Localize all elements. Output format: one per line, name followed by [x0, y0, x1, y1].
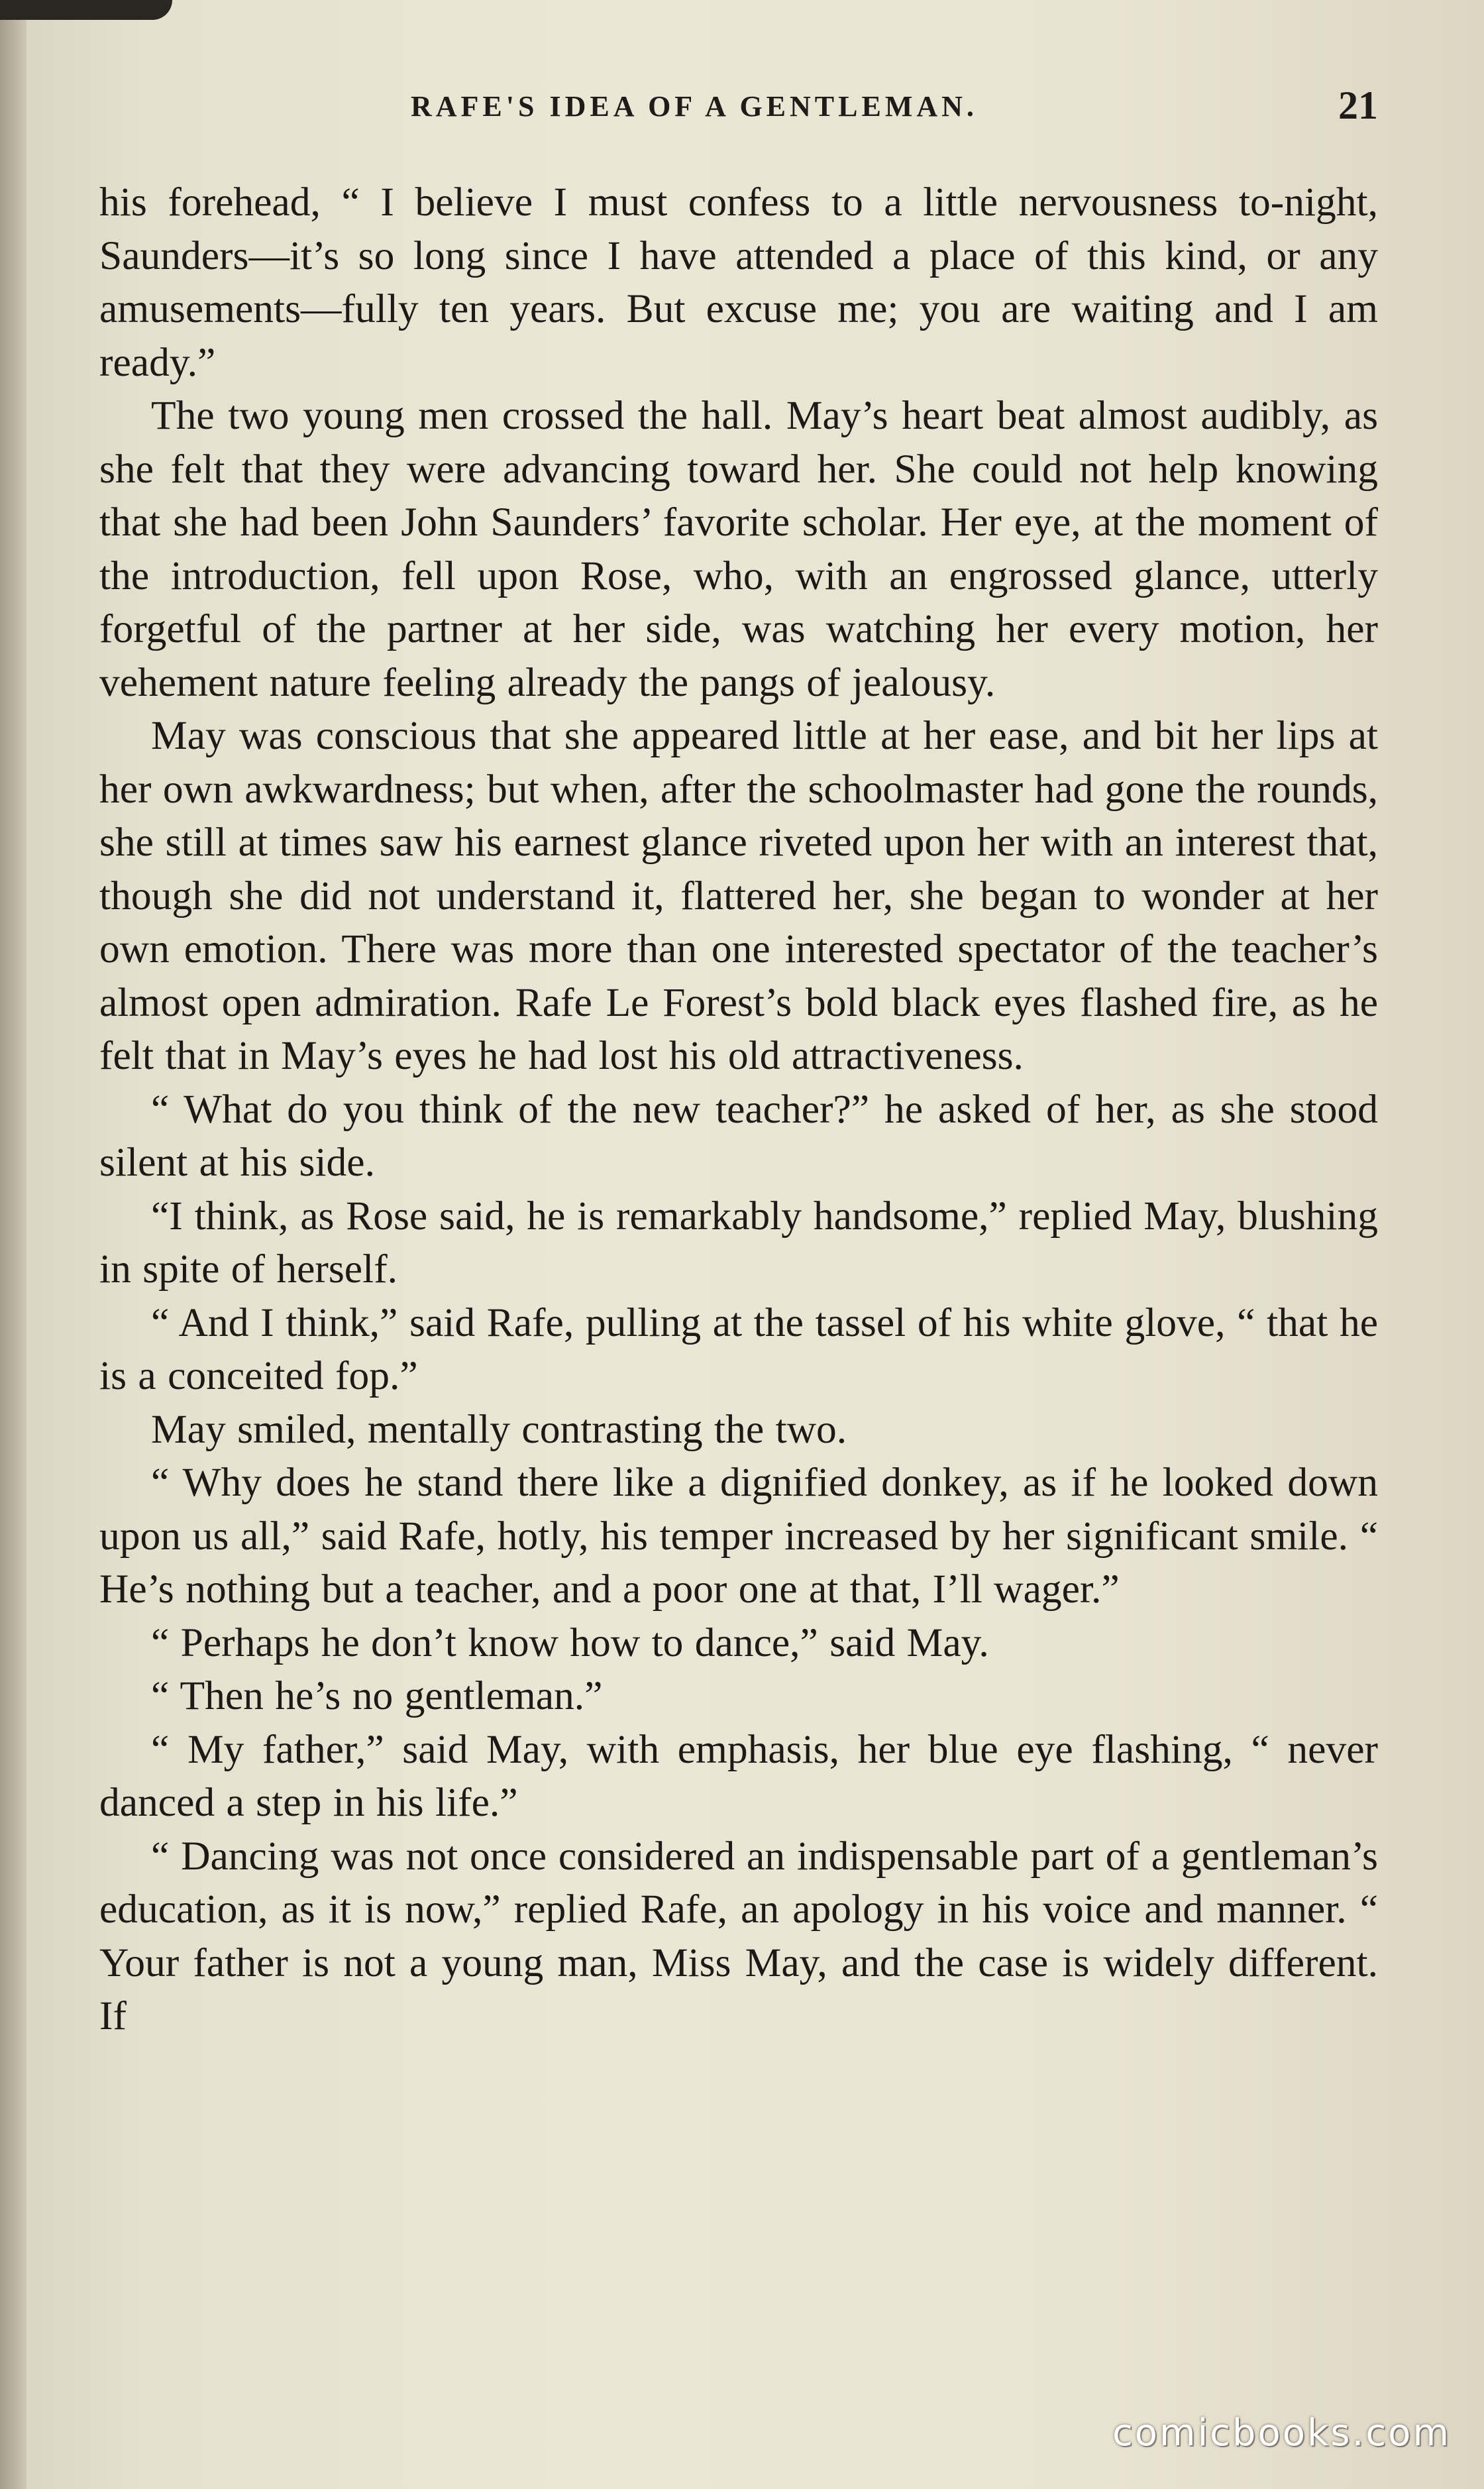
- page-edge-shadow: [0, 0, 26, 2489]
- watermark: comicbooks.com: [1112, 2411, 1451, 2455]
- page-number: 21: [1338, 83, 1378, 127]
- paragraph: “ My father,” said May, with emphasis, her blue eye flashing, “ never danced a step in his life.”: [99, 1726, 1378, 1825]
- paragraph: his forehead, “ I believe I must confess to a little nervousness to-night, Saunders—it’s so long since I have attended a place of this kind, or any amusements—fully ten years. But excuse me; you are waiting and I am ready.”: [99, 180, 1378, 385]
- page-corner-shadow: [0, 0, 172, 20]
- body-text: [99, 176, 1378, 2043]
- page-header: [99, 83, 1378, 136]
- paragraph: May smiled, mentally contrasting the two.: [151, 1406, 847, 1452]
- running-head: RAFE'S IDEA OF A GENTLEMAN.: [411, 90, 978, 123]
- paragraph: “ Perhaps he don’t know how to dance,” said May.: [151, 1620, 989, 1665]
- paragraph: “ And I think,” said Rafe, pulling at the tassel of his white glove, “ that he is a conceited fop.”: [99, 1300, 1378, 1398]
- paragraph: “ Dancing was not once considered an indispensable part of a gentleman’s education, as it is now,” replied Rafe, an apology in his voice and manner. “ Your father is not a young man, Miss May, and the case is widely different. If: [99, 1833, 1378, 2038]
- paragraph: May was conscious that she appeared little at her ease, and bit her lips at her own awkwardness; but when, after the schoolmaster had gone the rounds, she still at times saw his earnest glance riveted upon her with an interest that, though she did not understand it, flattered her, she began to wonder at her own emotion. There was more than one interested spectator of the teacher’s almost open admiration. Rafe Le Forest’s bold black eyes flashed fire, as he felt that in May’s eyes he had lost his old attractiveness.: [99, 713, 1378, 1078]
- paragraph: “ Why does he stand there like a dignified donkey, as if he looked down upon us all,” said Rafe, hotly, his temper increased by her significant smile. “ He’s nothing but a teacher, and a poor one at that, I’ll wager.”: [99, 1460, 1378, 1612]
- paragraph: The two young men crossed the hall. May’s heart beat almost audibly, as she felt that they were advancing toward her. She could not help knowing that she had been John Saunders’ favorite scholar. Her eye, at the moment of the introduction, fell upon Rose, who, with an engrossed glance, utterly forgetful of the partner at her side, was watching her every motion, her vehement nature feeling already the pangs of jealousy.: [99, 393, 1378, 705]
- paragraph: “I think, as Rose said, he is remarkably handsome,” replied May, blushing in spite of herself.: [99, 1193, 1378, 1292]
- paragraph: “ What do you think of the new teacher?” he asked of her, as she stood silent at his side.: [99, 1086, 1378, 1185]
- paragraph: “ Then he’s no gentleman.”: [151, 1673, 603, 1718]
